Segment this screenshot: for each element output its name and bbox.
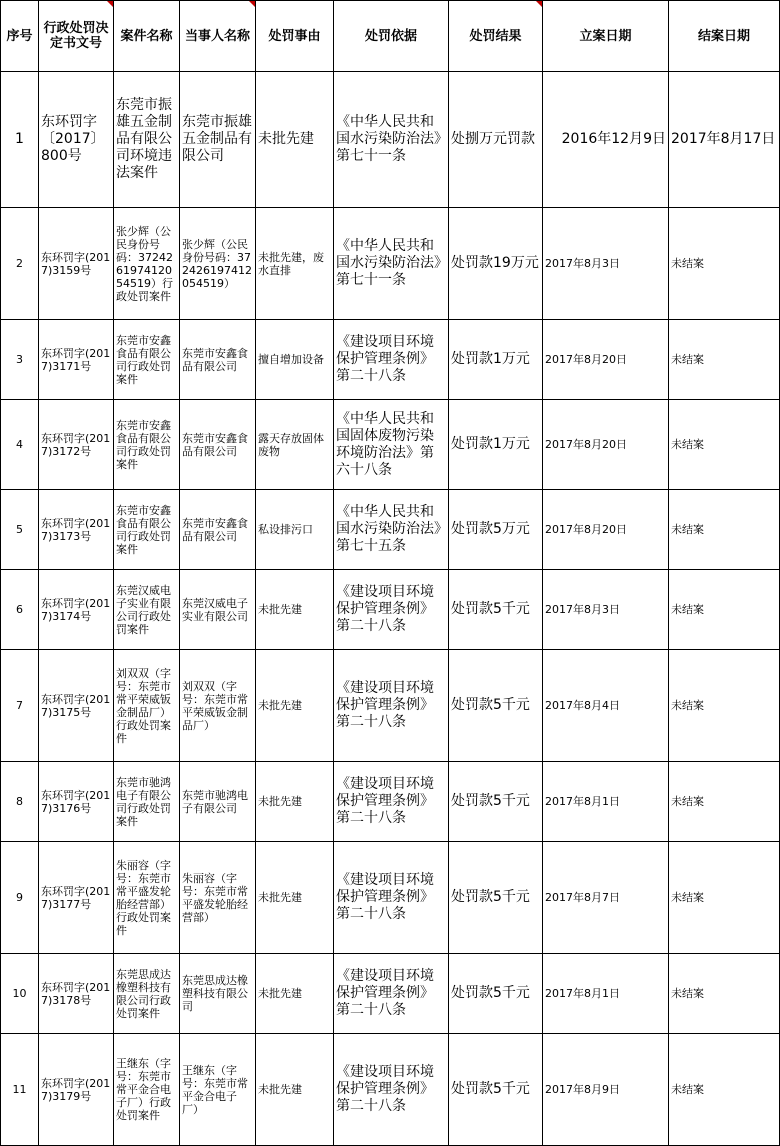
- cell-party: 王继东（字号：东莞市常平金合电子厂）: [180, 1034, 256, 1146]
- table-row: [1, 72, 780, 208]
- cell-result: 处罚款5千元: [449, 1034, 543, 1146]
- cell-doc-no: 东环罚字(2017)3174号: [39, 570, 114, 650]
- cell-basis: 《建设项目环境保护管理条例》第二十八条: [334, 762, 449, 842]
- cell-open-date: 2017年8月20日: [543, 400, 669, 490]
- cell-party: 东莞汉威电子实业有限公司: [180, 570, 256, 650]
- cell-case-name: 朱丽容（字号：东莞市常平盛发轮胎经营部）行政处罚案件: [114, 842, 180, 954]
- cell-doc-no: 东环罚字(2017)3175号: [39, 650, 114, 762]
- cell-result: 处捌万元罚款: [449, 72, 543, 208]
- cell-seq: 5: [1, 490, 39, 570]
- cell-close-date: 2017年8月17日: [669, 72, 780, 208]
- cell-close-date: 未结案: [669, 762, 780, 842]
- cell-party: 刘双双（字号：东莞市常平荣威钣金制品厂）: [180, 650, 256, 762]
- cell-result: 处罚款5千元: [449, 570, 543, 650]
- cell-seq: 10: [1, 954, 39, 1034]
- header-party: [180, 1, 256, 72]
- cell-close-date: 未结案: [669, 400, 780, 490]
- cell-party: 东莞思成达橡塑科技有限公司: [180, 954, 256, 1034]
- table-row: [1, 842, 780, 954]
- cell-seq: 1: [1, 72, 39, 208]
- cell-close-date: 未结案: [669, 490, 780, 570]
- cell-doc-no: 东环罚字(2017)3171号: [39, 320, 114, 400]
- cell-open-date: 2017年8月1日: [543, 954, 669, 1034]
- header-row: [1, 1, 780, 72]
- cell-seq: 2: [1, 208, 39, 320]
- cell-close-date: 未结案: [669, 208, 780, 320]
- cell-doc-no: 东环罚字(2017)3172号: [39, 400, 114, 490]
- cell-open-date: 2017年8月3日: [543, 208, 669, 320]
- cell-doc-no: 东环罚字(2017)3173号: [39, 490, 114, 570]
- cell-case-name: 东莞市安鑫食品有限公司行政处罚案件: [114, 320, 180, 400]
- cell-case-name: 东莞市安鑫食品有限公司行政处罚案件: [114, 400, 180, 490]
- cell-open-date: 2017年8月1日: [543, 762, 669, 842]
- cell-result: 处罚款5千元: [449, 954, 543, 1034]
- cell-seq: 6: [1, 570, 39, 650]
- cell-basis: 《中华人民共和国水污染防治法》第七十一条: [334, 72, 449, 208]
- cell-case-name: 东莞市振雄五金制品有限公司环境违法案件: [114, 72, 180, 208]
- table-row: [1, 490, 780, 570]
- cell-close-date: 未结案: [669, 842, 780, 954]
- cell-party: 东莞市安鑫食品有限公司: [180, 490, 256, 570]
- header-close-date: 结案日期: [669, 1, 780, 72]
- cell-reason: 未批先建: [256, 1034, 334, 1146]
- cell-result: 处罚款5千元: [449, 762, 543, 842]
- header-result-label: 处罚结果: [469, 28, 522, 44]
- cell-basis: 《建设项目环境保护管理条例》第二十八条: [334, 1034, 449, 1146]
- cell-party: 朱丽容（字号：东莞市常平盛发轮胎经营部）: [180, 842, 256, 954]
- cell-open-date: 2016年12月9日: [543, 72, 669, 208]
- cell-reason: 未批先建，废水直排: [256, 208, 334, 320]
- cell-case-name: 东莞市安鑫食品有限公司行政处罚案件: [114, 490, 180, 570]
- cell-basis: 《中华人民共和国水污染防治法》第七十五条: [334, 490, 449, 570]
- cell-reason: 未批先建: [256, 570, 334, 650]
- cell-case-name: 东莞思成达橡塑科技有限公司行政处罚案件: [114, 954, 180, 1034]
- table-row: [1, 954, 780, 1034]
- cell-case-name: 东莞市驰鸿电子有限公司行政处罚案件: [114, 762, 180, 842]
- table-row: [1, 1034, 780, 1146]
- cell-reason: 未批先建: [256, 842, 334, 954]
- cell-party: 张少辉（公民身份号码：372426197412054519）: [180, 208, 256, 320]
- cell-doc-no: 东环罚字(2017)3179号: [39, 1034, 114, 1146]
- cell-reason: 未批先建: [256, 762, 334, 842]
- table-row: [1, 400, 780, 490]
- cell-open-date: 2017年8月3日: [543, 570, 669, 650]
- cell-open-date: 2017年8月9日: [543, 1034, 669, 1146]
- cell-seq: 7: [1, 650, 39, 762]
- header-case-name: 案件名称: [114, 1, 180, 72]
- cell-result: 处罚款1万元: [449, 320, 543, 400]
- cell-party: 东莞市振雄五金制品有限公司: [180, 72, 256, 208]
- header-party-label: 当事人名称: [184, 28, 250, 44]
- cell-seq: 3: [1, 320, 39, 400]
- cell-result: 处罚款5千元: [449, 650, 543, 762]
- cell-reason: 露天存放固体废物: [256, 400, 334, 490]
- cell-basis: 《建设项目环境保护管理条例》第二十八条: [334, 320, 449, 400]
- cell-case-name: 东莞汉威电子实业有限公司行政处罚案件: [114, 570, 180, 650]
- table-row: [1, 762, 780, 842]
- cell-reason: 私设排污口: [256, 490, 334, 570]
- cell-reason: 擅自增加设备: [256, 320, 334, 400]
- cell-party: 东莞市安鑫食品有限公司: [180, 400, 256, 490]
- cell-open-date: 2017年8月20日: [543, 490, 669, 570]
- header-open-date: 立案日期: [543, 1, 669, 72]
- cell-reason: 未批先建: [256, 72, 334, 208]
- cell-seq: 11: [1, 1034, 39, 1146]
- cell-doc-no: 东环罚字(2017)3177号: [39, 842, 114, 954]
- cell-basis: 《建设项目环境保护管理条例》第二十八条: [334, 842, 449, 954]
- cell-open-date: 2017年8月7日: [543, 842, 669, 954]
- table-row: [1, 570, 780, 650]
- cell-case-name: 刘双双（字号：东莞市常平荣威钣金制品厂）行政处罚案件: [114, 650, 180, 762]
- table-row: [1, 650, 780, 762]
- cell-doc-no: 东环罚字(2017)3159号: [39, 208, 114, 320]
- cell-case-name: 张少辉（公民身份号码：372426197412054519）行政处罚案件: [114, 208, 180, 320]
- cell-seq: 4: [1, 400, 39, 490]
- header-doc-no: [39, 1, 114, 72]
- cell-party: 东莞市安鑫食品有限公司: [180, 320, 256, 400]
- cell-basis: 《建设项目环境保护管理条例》第二十八条: [334, 650, 449, 762]
- cell-result: 处罚款5千元: [449, 842, 543, 954]
- cell-doc-no: 东环罚字〔2017〕800号: [39, 72, 114, 208]
- cell-close-date: 未结案: [669, 320, 780, 400]
- cell-party: 东莞市驰鸿电子有限公司: [180, 762, 256, 842]
- header-doc-no-label: 行政处罚决定书文号: [43, 21, 109, 51]
- table-row: [1, 208, 780, 320]
- cell-basis: 《中华人民共和国固体废物污染环境防治法》第六十八条: [334, 400, 449, 490]
- cell-basis: 《建设项目环境保护管理条例》第二十八条: [334, 954, 449, 1034]
- header-reason: 处罚事由: [256, 1, 334, 72]
- cell-basis: 《中华人民共和国水污染防治法》第七十一条: [334, 208, 449, 320]
- cell-result: 处罚款5万元: [449, 490, 543, 570]
- cell-doc-no: 东环罚字(2017)3178号: [39, 954, 114, 1034]
- cell-open-date: 2017年8月20日: [543, 320, 669, 400]
- table-row: [1, 320, 780, 400]
- cell-close-date: 未结案: [669, 1034, 780, 1146]
- header-basis: 处罚依据: [334, 1, 449, 72]
- cell-close-date: 未结案: [669, 954, 780, 1034]
- cell-basis: 《建设项目环境保护管理条例》第二十八条: [334, 570, 449, 650]
- cell-close-date: 未结案: [669, 650, 780, 762]
- cell-case-name: 王继东（字号：东莞市常平金合电子厂）行政处罚案件: [114, 1034, 180, 1146]
- cell-seq: 8: [1, 762, 39, 842]
- cell-open-date: 2017年8月4日: [543, 650, 669, 762]
- cell-result: 处罚款1万元: [449, 400, 543, 490]
- header-seq: 序号: [1, 1, 39, 72]
- cell-doc-no: 东环罚字(2017)3176号: [39, 762, 114, 842]
- cell-reason: 未批先建: [256, 650, 334, 762]
- cell-seq: 9: [1, 842, 39, 954]
- cell-reason: 未批先建: [256, 954, 334, 1034]
- header-result: [449, 1, 543, 72]
- cell-result: 处罚款19万元: [449, 208, 543, 320]
- cell-close-date: 未结案: [669, 570, 780, 650]
